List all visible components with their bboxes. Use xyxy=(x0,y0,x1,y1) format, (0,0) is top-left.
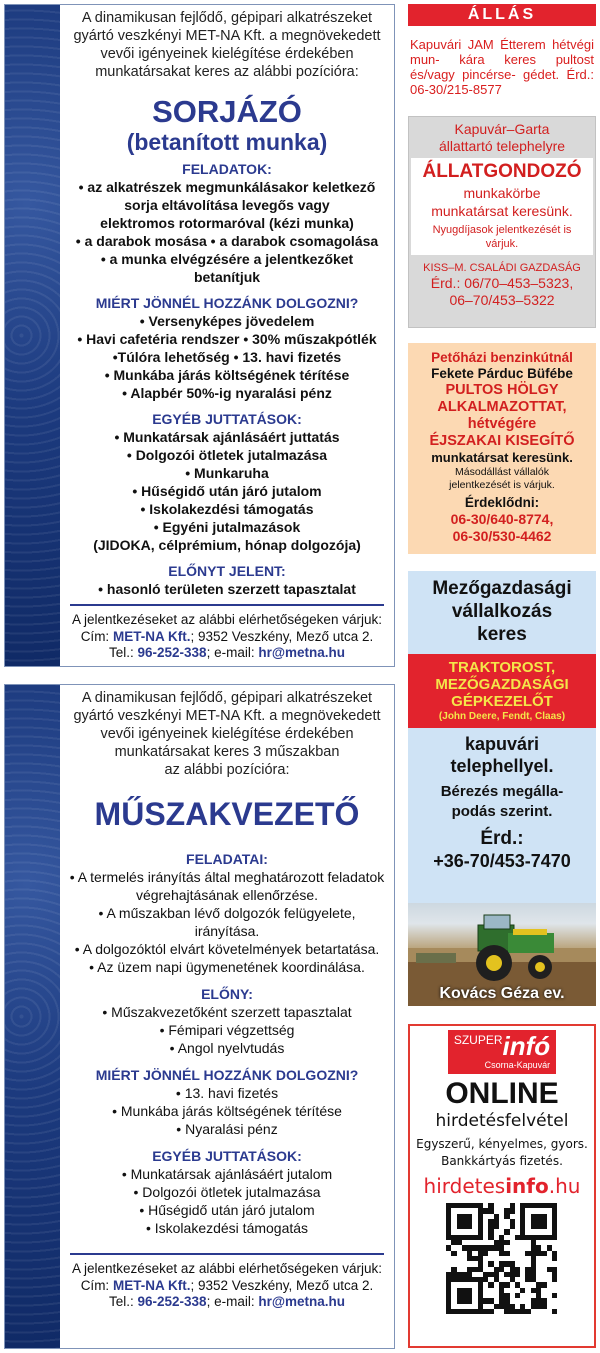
task-line: • Az üzem napi ügymenetének koordinálása. xyxy=(89,959,365,975)
ad-line: vállalkozás xyxy=(451,601,553,622)
task-line: • A termelés irányítás által meghatározott feladatok xyxy=(69,869,385,885)
tasks-heading: FELADATOK: xyxy=(182,161,272,177)
other-line: • Dolgozói ötletek jutalmazása xyxy=(133,1184,321,1200)
job-title: TRAKTOROST, xyxy=(448,659,556,676)
ad-line: munkatársat keresünk. xyxy=(431,450,573,465)
task-line: • A műszakban lévő dolgozók felügyelete, xyxy=(98,905,356,921)
qr-code[interactable] xyxy=(446,1203,558,1315)
logo-text-b: infó xyxy=(502,1031,551,1061)
task-line: végrehajtásának ellenőrzése. xyxy=(135,887,319,903)
job-title: PULTOS HÖLGY xyxy=(445,382,559,398)
ad-line: várjuk. xyxy=(485,238,519,250)
phone-label: Tel.: xyxy=(108,1294,134,1309)
company-name: KISS–M. CSALÁDI GAZDASÁG xyxy=(423,262,581,274)
job-title: ÁLLATGONDOZÓ xyxy=(422,161,582,182)
other-heading: EGYÉB JUTTATÁSOK: xyxy=(152,411,302,427)
why-heading: MIÉRT JÖNNÉL HOZZÁNK DOLGOZNI? xyxy=(95,295,359,311)
divider xyxy=(70,604,384,606)
task-line: • a darabok mosása • a darabok csomagolása xyxy=(75,233,379,249)
url-part: hirdetes xyxy=(423,1174,506,1198)
location-line: állattartó telephelyre xyxy=(438,138,566,154)
why-line: • Havi cafetéria rendszer • 30% műszakpótlék xyxy=(77,331,377,347)
intro-line: gyártó veszkényi MET-NA Kft. a megnövekedett xyxy=(73,28,381,44)
divider xyxy=(70,1253,384,1255)
ad-line: telephellyel. xyxy=(450,756,554,776)
contact-intro: A jelentkezéseket az alábbi elérhetőségeken várjuk: xyxy=(72,1261,382,1276)
contact-phone-email xyxy=(62,645,392,662)
brands: (John Deere, Fendt, Claas) xyxy=(438,711,566,722)
other-line: • Hűségidő után járó jutalom xyxy=(139,1202,315,1218)
email-label: ; e-mail: xyxy=(206,645,255,660)
ad-line: podás szerint. xyxy=(451,803,553,820)
job-title: SORJÁZÓ xyxy=(152,94,302,129)
tractor-photo xyxy=(408,903,596,1006)
address-text: ; 9352 Veszkény, Mező utca 2. xyxy=(190,628,374,644)
task-line: • A dolgozóktól elvárt követelmények betartatása. xyxy=(74,941,380,957)
other-line: • Iskolakezdési támogatás xyxy=(140,501,314,517)
why-line: • Munkába járás költségének térítése xyxy=(104,367,350,383)
online-heading: ONLINE xyxy=(445,1077,559,1110)
ad-line: Petőházi benzinkútnál xyxy=(431,350,573,365)
task-line: • az alkatrészek megmunkálásakor keletkező xyxy=(78,179,376,195)
phone-number[interactable]: 06–70/453–5322 xyxy=(449,292,555,308)
task-line: elektromos rotormaróval (kézi munka) xyxy=(100,215,354,231)
ad-line: Mezőgazdasági xyxy=(432,578,572,599)
contact-intro: A jelentkezéseket az alábbi elérhetőségeken várjuk: xyxy=(72,612,382,627)
intro-line: A dinamikusan fejlődő, gépipari alkatrészeket xyxy=(81,10,373,26)
decorative-side-panel xyxy=(5,685,60,1348)
task-line: irányítása. xyxy=(194,923,260,939)
ad-line: kapuvári xyxy=(464,734,540,754)
allas-heading: ÁLLÁS xyxy=(408,4,596,26)
ad-line: Érdeklődni: xyxy=(464,495,540,510)
contact-address xyxy=(62,629,392,646)
ad-line: Egyszerű, kényelmes, gyors. xyxy=(416,1137,588,1151)
petohaz-bufe-ad xyxy=(408,343,596,554)
location-line: Kapuvár–Garta xyxy=(454,121,550,137)
ad-line: Nyugdíjasok jelentkezését is xyxy=(432,224,572,236)
why-line: • Nyaralási pénz xyxy=(176,1121,278,1137)
address-label: Cím: xyxy=(80,1277,110,1293)
metna-ad-muszakvezeto xyxy=(4,684,395,1349)
qr-module xyxy=(552,1309,557,1314)
intro-line: az alábbi pozícióra: xyxy=(164,762,290,778)
url-part: .hu xyxy=(548,1174,581,1198)
why-line: • 13. havi fizetés xyxy=(175,1085,279,1101)
ad-line: munkatársat keresünk. xyxy=(431,203,573,219)
other-line: • Hűségidő után járó jutalom xyxy=(132,483,322,499)
ad-line: Érd.: xyxy=(480,828,524,849)
email-link[interactable]: hr@metna.hu xyxy=(258,645,346,660)
intro-line: munkatársakat keres 3 műszakban xyxy=(114,744,340,760)
other-line: • Munkatársak ajánlásáért juttatás xyxy=(114,429,340,445)
website-link[interactable] xyxy=(410,1173,594,1199)
email-link[interactable]: hr@metna.hu xyxy=(258,1294,346,1309)
advantage-heading: ELŐNYT JELENT: xyxy=(168,563,286,579)
ad-line: hétvégére xyxy=(467,416,537,432)
advantage-line: • Műszakvezetőként szerzett tapasztalat xyxy=(102,1004,352,1020)
other-heading: EGYÉB JUTTATÁSOK: xyxy=(152,1148,302,1164)
ad-line: jelentkezését is várjuk. xyxy=(449,479,555,491)
decorative-side-panel xyxy=(5,5,60,666)
logo-text-a: SZUPER xyxy=(453,1033,503,1047)
other-line: • Dolgozói ötletek jutalmazása xyxy=(126,447,328,463)
why-line: • Versenyképes jövedelem xyxy=(139,313,315,329)
ad-line: Bankkártyás fizetés. xyxy=(441,1154,563,1168)
why-heading: MIÉRT JÖNNÉL HOZZÁNK DOLGOZNI? xyxy=(95,1067,359,1083)
email-label: ; e-mail: xyxy=(206,1294,255,1309)
contact-address xyxy=(62,1278,392,1295)
advantage-line: • Fémipari végzettség xyxy=(159,1022,295,1038)
task-line: sorja eltávolítása levegős vagy xyxy=(124,197,330,213)
other-line: • Munkatársak ajánlásáért jutalom xyxy=(121,1166,333,1182)
tasks-heading: FELADATAI: xyxy=(186,851,268,867)
other-line: (JIDOKA, célprémium, hónap dolgozója) xyxy=(93,537,361,553)
why-line: • Munkába járás költségének térítése xyxy=(112,1103,342,1119)
phone-number[interactable]: +36-70/453-7470 xyxy=(433,851,571,871)
phone-number[interactable]: 06-30/640-8774, xyxy=(450,511,554,527)
address-text: ; 9352 Veszkény, Mező utca 2. xyxy=(190,1277,374,1293)
contact-phone-email xyxy=(62,1294,392,1311)
intro-line: A dinamikusan fejlődő, gépipari alkatrészeket xyxy=(81,690,373,706)
allatgondozo-ad xyxy=(408,116,596,328)
szuperinfo-ad xyxy=(408,1024,596,1348)
intro-line: vevői igényeinek kielégítése érdekében xyxy=(100,726,354,742)
job-title: ALKALMAZOTTAT, xyxy=(437,399,567,415)
szuperinfo-logo xyxy=(448,1030,556,1074)
company-name: MET-NA Kft. xyxy=(112,1277,191,1293)
task-line: • a munka elvégzésére a jelentkezőket xyxy=(100,251,354,267)
other-line: • Munkaruha xyxy=(185,465,269,481)
url-part: info xyxy=(505,1174,549,1198)
intro-line: gyártó veszkényi MET-NA Kft. a megnövekedett xyxy=(73,708,381,724)
task-line: betanítjuk xyxy=(193,269,261,285)
ad-line: hirdetésfelvétel xyxy=(435,1111,569,1131)
address-label: Cím: xyxy=(80,628,110,644)
allas-text: Kapuvári JAM Étterem hétvégi mun- kára keres pultost és/vagy pincérse- gédet. Érd.: 06-30/215-8577 xyxy=(410,37,594,97)
ad-line: munkakörbe xyxy=(463,185,541,201)
advertiser-name: Kovács Géza ev. xyxy=(439,985,565,1002)
metna-ad-sorjazo xyxy=(4,4,395,667)
job-title: GÉPKEZELŐT xyxy=(451,693,553,710)
why-line: • Alapbér 50%-ig nyaralási pénz xyxy=(122,385,332,401)
ad-line: Másodállást vállalók xyxy=(455,466,549,478)
advantage-line: • Angol nyelvtudás xyxy=(169,1040,285,1056)
phone-number[interactable]: 06-30/530-4462 xyxy=(452,528,552,544)
job-title: MEZŐGAZDASÁGI xyxy=(435,676,569,693)
other-line: • Iskolakezdési támogatás xyxy=(145,1220,309,1236)
ad-line: Bérezés megálla- xyxy=(440,783,564,800)
job-title: MŰSZAKVEZETŐ xyxy=(94,796,360,832)
allas-classified-ad xyxy=(408,4,596,111)
mezogazdasagi-ad xyxy=(408,571,596,1006)
intro-line: munkatársakat keres az alábbi pozícióra: xyxy=(95,64,359,80)
job-subtitle: (betanított munka) xyxy=(126,129,328,155)
why-line: •Túlóra lehetőség • 13. havi fizetés xyxy=(112,349,342,365)
ad-line: Fekete Párduc Büfébe xyxy=(431,366,573,381)
phone-number[interactable]: 96-252-338 xyxy=(137,1294,207,1309)
intro-line: vevői igényeinek kielégítése érdekében xyxy=(100,46,354,62)
company-name: MET-NA Kft. xyxy=(112,628,191,644)
logo-subtitle: Csorna-Kapuvár xyxy=(484,1060,551,1070)
ad-line: keres xyxy=(477,624,527,645)
other-line: • Egyéni jutalmazások xyxy=(153,519,301,535)
phone-label: Tel.: xyxy=(108,645,134,660)
phone-number[interactable]: 96-252-338 xyxy=(137,645,207,660)
advantage-line: • hasonló területen szerzett tapasztalat xyxy=(98,581,356,597)
job-title-banner xyxy=(408,654,596,728)
phone-number[interactable]: Érd.: 06/70–453–5323, xyxy=(430,275,574,291)
job-title: ÉJSZAKAI KISEGÍTŐ xyxy=(429,433,575,449)
advantage-heading: ELŐNY: xyxy=(201,986,253,1002)
